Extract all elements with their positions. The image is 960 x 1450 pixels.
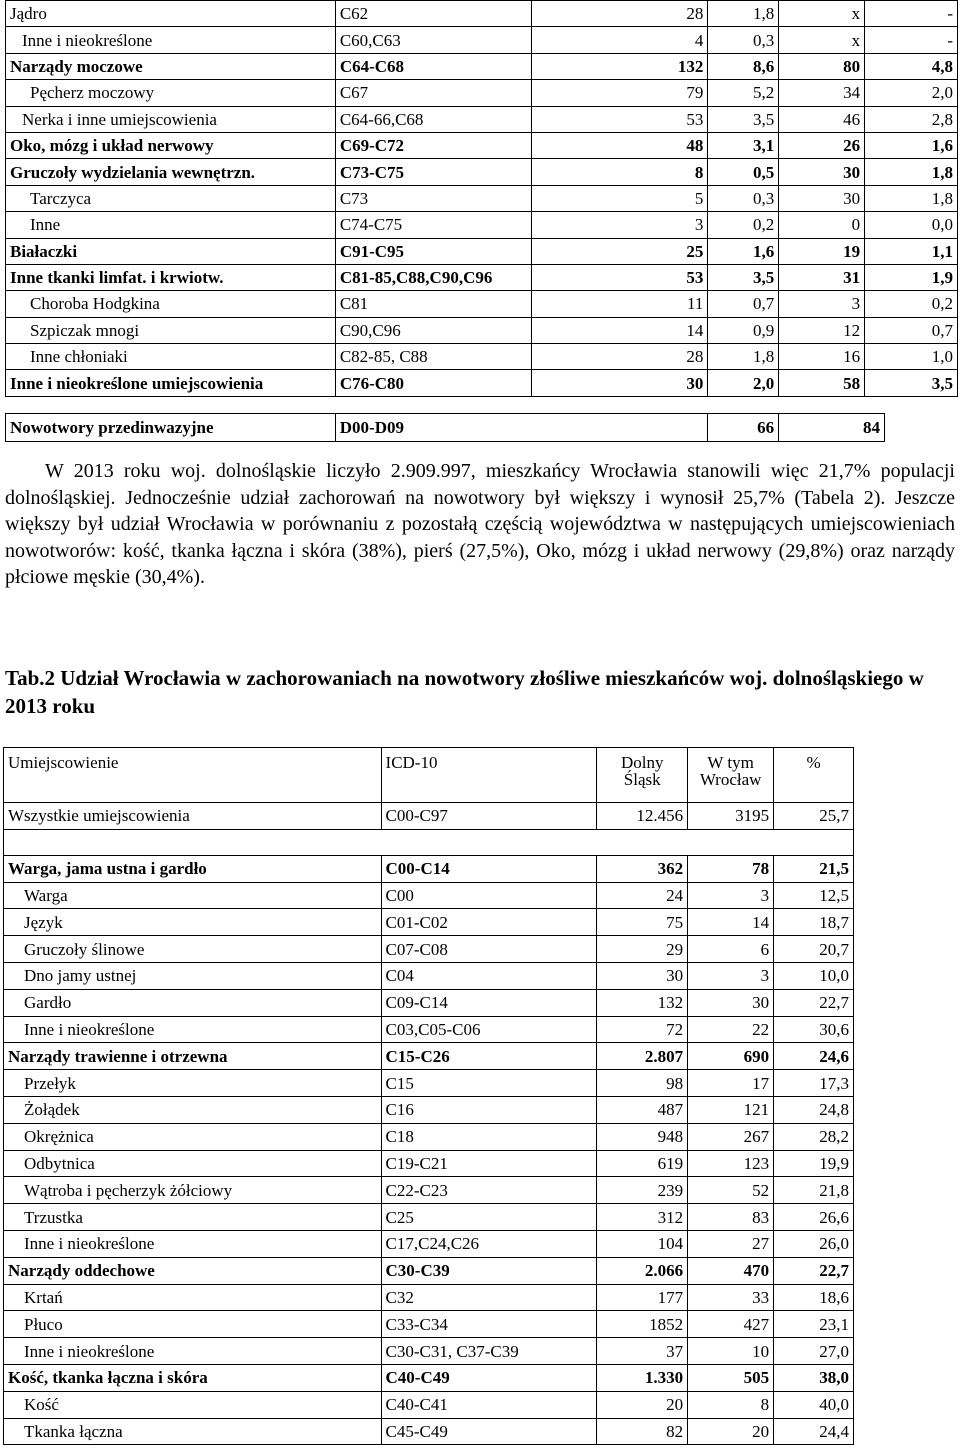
table-row (6, 80, 958, 106)
row-lower-silesia: 72 (597, 1016, 688, 1043)
table-row (4, 1230, 854, 1257)
row-count-1: 53 (531, 106, 708, 132)
spacer-cell (688, 829, 774, 855)
row-icd: C81-85,C88,C90,C96 (335, 264, 531, 290)
table-row (4, 936, 854, 963)
row-icd: C73 (335, 185, 531, 211)
row-pct-2: 2,8 (865, 106, 958, 132)
row-icd: C19-C21 (381, 1150, 597, 1177)
row-icd: C82-85, C88 (335, 344, 531, 370)
row-icd: C45-C49 (381, 1418, 597, 1445)
table-row (6, 317, 958, 343)
row-pct-2: 1,0 (865, 344, 958, 370)
row-percent: 18,6 (774, 1284, 854, 1311)
row-pct-1: 0,3 (708, 185, 779, 211)
table-2-caption: Tab.2 Udział Wrocławia w zachorowaniach na nowotwory złośliwe mieszkańców woj. dolnośląskiego w 2013 roku (5, 666, 924, 718)
row-name: Płuco (4, 1311, 382, 1338)
row-percent: 22,7 (774, 1257, 854, 1284)
row-name: Wątroba i pęcherzyk żółciowy (4, 1177, 382, 1204)
precancer-icd: D00-D09 (335, 414, 707, 442)
row-name: Inne (6, 212, 336, 238)
row-pct-1: 0,9 (708, 317, 779, 343)
row-pct-2: 1,6 (865, 132, 958, 158)
row-name: Pęcherz moczowy (6, 80, 336, 106)
row-name: Narządy moczowe (6, 53, 336, 79)
row-count-2: 30 (779, 185, 865, 211)
row-pct-1: 1,8 (708, 344, 779, 370)
table-row (4, 1338, 854, 1365)
row-lower-silesia: 487 (597, 1096, 688, 1123)
row-icd: C18 (381, 1123, 597, 1150)
incidence-table-1 (5, 0, 958, 397)
row-count-1: 53 (531, 264, 708, 290)
row-pct-2: - (865, 27, 958, 53)
row-name: Gruczoły ślinowe (4, 936, 382, 963)
row-icd: C25 (381, 1204, 597, 1231)
row-count-2: 26 (779, 132, 865, 158)
row-pct-1: 3,5 (708, 264, 779, 290)
row-lower-silesia: 82 (597, 1418, 688, 1445)
row-name: Odbytnica (4, 1150, 382, 1177)
row-name: Inne i nieokreślone (6, 27, 336, 53)
table-row (6, 264, 958, 290)
row-icd: C09-C14 (381, 989, 597, 1016)
table-row (6, 132, 958, 158)
row-count-1: 14 (531, 317, 708, 343)
row-icd: C91-C95 (335, 238, 531, 264)
row-icd: C07-C08 (381, 936, 597, 963)
table-row (4, 1150, 854, 1177)
row-count-1: 30 (531, 370, 708, 396)
row-pct-1: 0,2 (708, 212, 779, 238)
row-lower-silesia: 104 (597, 1230, 688, 1257)
precancer-count-1: 66 (708, 414, 779, 442)
row-wroclaw: 22 (688, 1016, 774, 1043)
row-pct-2: 0,7 (865, 317, 958, 343)
row-percent: 10,0 (774, 962, 854, 989)
row-name: Warga (4, 882, 382, 909)
row-count-2: 12 (779, 317, 865, 343)
row-lower-silesia: 362 (597, 855, 688, 882)
total-lower-silesia: 12.456 (597, 803, 688, 830)
row-name: Inne tkanki limfat. i krwiotw. (6, 264, 336, 290)
row-lower-silesia: 1852 (597, 1311, 688, 1338)
row-percent: 38,0 (774, 1364, 854, 1391)
row-pct-2: 0,2 (865, 291, 958, 317)
table-row (4, 1257, 854, 1284)
row-icd: C40-C49 (381, 1364, 597, 1391)
row-wroclaw: 10 (688, 1338, 774, 1365)
row-icd: C60,C63 (335, 27, 531, 53)
row-percent: 24,6 (774, 1043, 854, 1070)
row-lower-silesia: 37 (597, 1338, 688, 1365)
row-icd: C22-C23 (381, 1177, 597, 1204)
row-wroclaw: 83 (688, 1204, 774, 1231)
row-wroclaw: 3 (688, 962, 774, 989)
row-wroclaw: 52 (688, 1177, 774, 1204)
row-icd: C64-66,C68 (335, 106, 531, 132)
header-site: Umiejscowienie (4, 748, 382, 803)
row-lower-silesia: 132 (597, 989, 688, 1016)
row-icd: C81 (335, 291, 531, 317)
table-row (6, 185, 958, 211)
row-name: Gruczoły wydzielania wewnętrzn. (6, 159, 336, 185)
row-name: Dno jamy ustnej (4, 962, 382, 989)
precancer-row-table (5, 413, 885, 442)
row-count-1: 132 (531, 53, 708, 79)
row-wroclaw: 30 (688, 989, 774, 1016)
table-row (4, 909, 854, 936)
row-wroclaw: 17 (688, 1070, 774, 1097)
row-lower-silesia: 30 (597, 962, 688, 989)
row-lower-silesia: 2.066 (597, 1257, 688, 1284)
row-count-2: x (779, 1, 865, 27)
table-row (4, 882, 854, 909)
row-lower-silesia: 948 (597, 1123, 688, 1150)
row-wroclaw: 27 (688, 1230, 774, 1257)
row-wroclaw: 427 (688, 1311, 774, 1338)
row-percent: 24,4 (774, 1418, 854, 1445)
row-name: Szpiczak mnogi (6, 317, 336, 343)
row-count-2: 31 (779, 264, 865, 290)
row-count-2: 3 (779, 291, 865, 317)
incidence-table-2-body (4, 748, 854, 1445)
row-icd: C76-C80 (335, 370, 531, 396)
table-row (4, 1391, 854, 1418)
row-percent: 12,5 (774, 882, 854, 909)
paragraph-text: W 2013 roku woj. dolnośląskie liczyło 2.909.997, mieszkańcy Wrocławia stanowili więc 21,7% populacji dolnośląskiej. Jednocześnie udział zachorowań na nowotwory był większy i wynosił 25,7% (Tabela 2). Jeszcze większy był udział Wrocławia w porównaniu z pozostałą częścią województwa w następujących umiejscowieniach nowotworów: kość, tkanka łączna i skóra (38%), pierś (27,5%), Oko, mózg i układ nerwowy (29,8%) oraz narządy płciowe męskie (30,4%). (5, 460, 955, 588)
row-icd: C15 (381, 1070, 597, 1097)
spacer-cell (381, 829, 597, 855)
row-lower-silesia: 75 (597, 909, 688, 936)
row-icd: C17,C24,C26 (381, 1230, 597, 1257)
row-pct-2: 0,0 (865, 212, 958, 238)
spacer-cell (774, 829, 854, 855)
row-percent: 28,2 (774, 1123, 854, 1150)
row-lower-silesia: 239 (597, 1177, 688, 1204)
row-percent: 22,7 (774, 989, 854, 1016)
row-count-2: 46 (779, 106, 865, 132)
row-pct-1: 3,5 (708, 106, 779, 132)
table-row (4, 1311, 854, 1338)
row-percent: 27,0 (774, 1338, 854, 1365)
total-percent: 25,7 (774, 803, 854, 830)
row-pct-1: 1,6 (708, 238, 779, 264)
row-wroclaw: 267 (688, 1123, 774, 1150)
row-icd: C64-C68 (335, 53, 531, 79)
row-wroclaw: 14 (688, 909, 774, 936)
row-name: Tarczyca (6, 185, 336, 211)
row-name: Inne i nieokreślone (4, 1230, 382, 1257)
row-pct-2: 2,0 (865, 80, 958, 106)
row-pct-2: 1,8 (865, 185, 958, 211)
row-count-2: 16 (779, 344, 865, 370)
row-wroclaw: 8 (688, 1391, 774, 1418)
row-icd: C73-C75 (335, 159, 531, 185)
row-icd: C32 (381, 1284, 597, 1311)
row-icd: C69-C72 (335, 132, 531, 158)
row-wroclaw: 690 (688, 1043, 774, 1070)
row-icd: C62 (335, 1, 531, 27)
table-row (4, 1284, 854, 1311)
row-pct-1: 0,5 (708, 159, 779, 185)
row-lower-silesia: 2.807 (597, 1043, 688, 1070)
table-row (4, 989, 854, 1016)
row-name: Tkanka łączna (4, 1418, 382, 1445)
table-row (6, 212, 958, 238)
row-percent: 19,9 (774, 1150, 854, 1177)
spacer-cell (4, 829, 382, 855)
row-name: Trzustka (4, 1204, 382, 1231)
row-icd: C67 (335, 80, 531, 106)
row-percent: 21,5 (774, 855, 854, 882)
total-name: Wszystkie umiejscowienia (4, 803, 382, 830)
row-count-1: 8 (531, 159, 708, 185)
row-icd: C00-C14 (381, 855, 597, 882)
table-row (4, 1364, 854, 1391)
row-name: Oko, mózg i układ nerwowy (6, 132, 336, 158)
table-header-row (4, 748, 854, 803)
row-icd: C16 (381, 1096, 597, 1123)
incidence-table-2 (3, 747, 854, 1445)
table-row (6, 159, 958, 185)
row-pct-1: 5,2 (708, 80, 779, 106)
table-row (4, 1043, 854, 1070)
row-count-2: 19 (779, 238, 865, 264)
row-pct-2: 4,8 (865, 53, 958, 79)
row-name: Inne i nieokreślone (4, 1016, 382, 1043)
row-lower-silesia: 177 (597, 1284, 688, 1311)
row-icd: C01-C02 (381, 909, 597, 936)
row-lower-silesia: 98 (597, 1070, 688, 1097)
row-pct-2: 1,9 (865, 264, 958, 290)
row-icd: C30-C39 (381, 1257, 597, 1284)
row-name: Warga, jama ustna i gardło (4, 855, 382, 882)
table-row (6, 53, 958, 79)
row-name: Choroba Hodgkina (6, 291, 336, 317)
row-count-2: 0 (779, 212, 865, 238)
row-pct-1: 1,8 (708, 1, 779, 27)
row-name: Żołądek (4, 1096, 382, 1123)
body-paragraph (5, 458, 955, 591)
row-icd: C04 (381, 962, 597, 989)
row-pct-1: 3,1 (708, 132, 779, 158)
row-wroclaw: 20 (688, 1418, 774, 1445)
row-name: Narządy oddechowe (4, 1257, 382, 1284)
row-name: Gardło (4, 989, 382, 1016)
row-count-1: 25 (531, 238, 708, 264)
row-percent: 26,6 (774, 1204, 854, 1231)
table-row (4, 1418, 854, 1445)
row-percent: 26,0 (774, 1230, 854, 1257)
row-percent: 24,8 (774, 1096, 854, 1123)
row-lower-silesia: 1.330 (597, 1364, 688, 1391)
row-name: Kość (4, 1391, 382, 1418)
row-icd: C40-C41 (381, 1391, 597, 1418)
precancer-name: Nowotwory przedinwazyjne (6, 414, 336, 442)
spacer-row (4, 829, 854, 855)
row-icd: C30-C31, C37-C39 (381, 1338, 597, 1365)
row-count-2: x (779, 27, 865, 53)
row-name: Przełyk (4, 1070, 382, 1097)
header-wroclaw: W tym Wrocław (688, 748, 774, 803)
table-row (4, 1070, 854, 1097)
row-pct-1: 8,6 (708, 53, 779, 79)
header-lower-silesia: Dolny Śląsk (597, 748, 688, 803)
spacer-cell (597, 829, 688, 855)
row-name: Język (4, 909, 382, 936)
total-row (4, 803, 854, 830)
row-name: Narządy trawienne i otrzewna (4, 1043, 382, 1070)
row-icd: C33-C34 (381, 1311, 597, 1338)
row-count-2: 30 (779, 159, 865, 185)
row-count-1: 28 (531, 344, 708, 370)
row-pct-1: 0,3 (708, 27, 779, 53)
row-percent: 21,8 (774, 1177, 854, 1204)
row-wroclaw: 470 (688, 1257, 774, 1284)
row-wroclaw: 505 (688, 1364, 774, 1391)
row-wroclaw: 33 (688, 1284, 774, 1311)
row-count-1: 3 (531, 212, 708, 238)
header-icd: ICD-10 (381, 748, 597, 803)
row-pct-2: 1,8 (865, 159, 958, 185)
total-wroclaw: 3195 (688, 803, 774, 830)
row-lower-silesia: 20 (597, 1391, 688, 1418)
row-name: Okrężnica (4, 1123, 382, 1150)
row-wroclaw: 6 (688, 936, 774, 963)
row-name: Inne i nieokreślone (4, 1338, 382, 1365)
row-percent: 17,3 (774, 1070, 854, 1097)
table-row (6, 1, 958, 27)
table-row (6, 27, 958, 53)
row-pct-1: 0,7 (708, 291, 779, 317)
row-lower-silesia: 312 (597, 1204, 688, 1231)
row-name: Krtań (4, 1284, 382, 1311)
row-count-2: 58 (779, 370, 865, 396)
table-row (4, 1123, 854, 1150)
row-count-1: 4 (531, 27, 708, 53)
header-percent: % (774, 748, 854, 803)
row-count-1: 28 (531, 1, 708, 27)
table-row (4, 1016, 854, 1043)
row-percent: 18,7 (774, 909, 854, 936)
table-row (4, 1177, 854, 1204)
table-row (6, 106, 958, 132)
row-count-2: 34 (779, 80, 865, 106)
row-pct-2: 3,5 (865, 370, 958, 396)
row-name: Białaczki (6, 238, 336, 264)
total-icd: C00-C97 (381, 803, 597, 830)
row-icd: C00 (381, 882, 597, 909)
row-lower-silesia: 619 (597, 1150, 688, 1177)
table-row (6, 370, 958, 396)
row-wroclaw: 3 (688, 882, 774, 909)
row-icd: C90,C96 (335, 317, 531, 343)
row-pct-1: 2,0 (708, 370, 779, 396)
row-icd: C15-C26 (381, 1043, 597, 1070)
table-row (6, 238, 958, 264)
table-row (6, 414, 885, 442)
row-wroclaw: 121 (688, 1096, 774, 1123)
table-row (4, 1204, 854, 1231)
table-row (4, 1096, 854, 1123)
row-pct-2: - (865, 1, 958, 27)
row-name: Inne chłoniaki (6, 344, 336, 370)
row-name: Nerka i inne umiejscowienia (6, 106, 336, 132)
table-row (4, 962, 854, 989)
table-row (4, 855, 854, 882)
table-row (6, 344, 958, 370)
precancer-count-2: 84 (779, 414, 885, 442)
row-count-1: 48 (531, 132, 708, 158)
incidence-table-1-body (6, 1, 958, 397)
row-icd: C03,C05-C06 (381, 1016, 597, 1043)
row-percent: 23,1 (774, 1311, 854, 1338)
row-percent: 30,6 (774, 1016, 854, 1043)
row-name: Kość, tkanka łączna i skóra (4, 1364, 382, 1391)
row-percent: 20,7 (774, 936, 854, 963)
row-pct-2: 1,1 (865, 238, 958, 264)
row-wroclaw: 78 (688, 855, 774, 882)
row-name: Inne i nieokreślone umiejscowienia (6, 370, 336, 396)
row-icd: C74-C75 (335, 212, 531, 238)
row-count-2: 80 (779, 53, 865, 79)
row-percent: 40,0 (774, 1391, 854, 1418)
row-lower-silesia: 24 (597, 882, 688, 909)
row-count-1: 5 (531, 185, 708, 211)
row-name: Jądro (6, 1, 336, 27)
row-count-1: 11 (531, 291, 708, 317)
row-count-1: 79 (531, 80, 708, 106)
row-lower-silesia: 29 (597, 936, 688, 963)
row-wroclaw: 123 (688, 1150, 774, 1177)
table-row (6, 291, 958, 317)
